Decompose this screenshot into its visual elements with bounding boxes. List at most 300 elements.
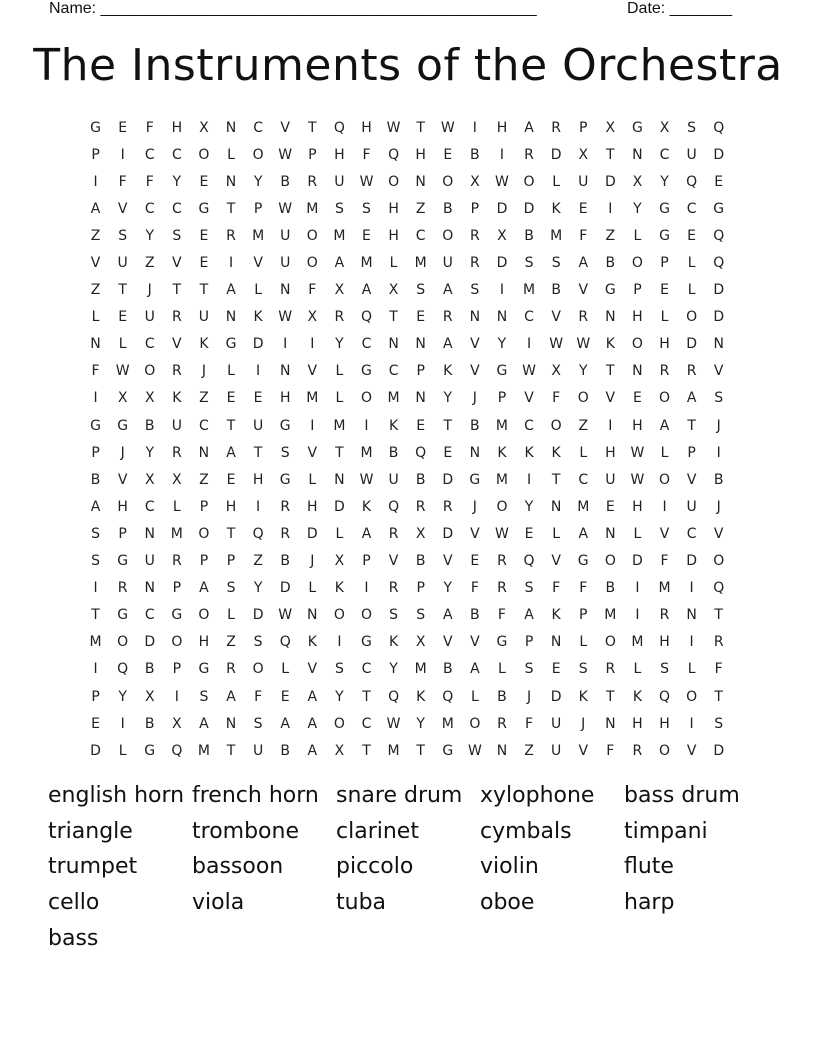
grid-letter: Y — [443, 580, 453, 597]
grid-letter: I — [174, 688, 179, 705]
grid-letter: X — [551, 363, 561, 380]
grid-letter: N — [632, 363, 643, 380]
grid-letter: B — [280, 553, 290, 570]
grid-letter: O — [659, 471, 671, 488]
page-title: The Instruments of the Orchestra — [33, 40, 783, 91]
name-field-label[interactable]: Name: _________________________________________________ — [49, 0, 537, 17]
grid-letter: W — [278, 607, 293, 624]
grid-letter: S — [524, 661, 534, 678]
grid-letter: O — [631, 255, 643, 272]
grid-letter: I — [364, 417, 369, 434]
grid-letter: I — [310, 336, 315, 353]
grid-letter: M — [333, 417, 346, 434]
grid-letter: I — [716, 444, 721, 461]
grid-letter: B — [388, 444, 399, 461]
grid-letter: D — [279, 580, 291, 597]
grid-letter: K — [551, 607, 561, 624]
grid-letter: F — [145, 173, 154, 190]
grid-letter: M — [360, 444, 373, 461]
grid-letter: P — [362, 553, 371, 570]
grid-letter: Z — [253, 553, 263, 570]
grid-letter: E — [226, 390, 236, 407]
grid-letter: L — [687, 255, 696, 272]
grid-letter: J — [201, 363, 206, 380]
grid-letter: L — [91, 309, 100, 326]
grid-letter: M — [387, 742, 400, 759]
grid-letter: N — [225, 309, 237, 326]
grid-letter: L — [281, 661, 290, 678]
grid-letter: M — [658, 580, 671, 597]
grid-letter: I — [256, 363, 261, 380]
grid-letter: G — [117, 607, 129, 624]
grid-letter: S — [226, 580, 236, 597]
grid-letter: W — [359, 471, 374, 488]
grid-letter: C — [578, 471, 589, 488]
grid-letter: E — [443, 444, 453, 461]
grid-letter: N — [279, 363, 291, 380]
grid-letter: E — [632, 390, 642, 407]
grid-letter: V — [578, 742, 589, 759]
grid-letter: L — [498, 661, 506, 678]
grid-letter: O — [686, 688, 698, 705]
grid-letter: V — [686, 742, 697, 759]
grid-letter: Y — [497, 336, 507, 353]
grid-letter: N — [605, 309, 616, 326]
grid-letter: P — [91, 688, 100, 705]
grid-letter: P — [199, 553, 209, 570]
grid-letter: S — [334, 200, 344, 217]
word-list-item: flute — [624, 854, 674, 880]
grid-letter: M — [252, 227, 265, 244]
grid-letter: B — [144, 417, 155, 434]
grid-letter: N — [605, 525, 616, 542]
grid-letter: N — [90, 336, 101, 353]
grid-letter: N — [225, 173, 237, 190]
date-field-label[interactable]: Date: _______ — [627, 0, 732, 17]
grid-letter: U — [578, 173, 589, 190]
grid-letter: C — [361, 661, 372, 678]
grid-letter: O — [686, 309, 698, 326]
grid-letter: A — [90, 498, 101, 515]
grid-letter: V — [117, 200, 128, 217]
grid-letter: G — [659, 200, 670, 217]
grid-letter: D — [334, 498, 345, 515]
grid-letter: S — [578, 661, 588, 678]
grid-letter: U — [686, 146, 697, 163]
grid-letter: F — [362, 146, 371, 163]
grid-letter: K — [388, 634, 399, 651]
grid-letter: M — [495, 417, 508, 434]
grid-letter: U — [280, 227, 291, 244]
grid-letter: T — [335, 444, 344, 461]
grid-letter: N — [279, 282, 291, 299]
grid-letter: E — [199, 227, 209, 244]
grid-letter: D — [604, 173, 616, 190]
grid-letter: R — [307, 173, 318, 190]
grid-letter: T — [226, 200, 236, 217]
grid-letter: R — [497, 553, 507, 570]
word-list-item: violin — [480, 854, 539, 880]
grid-letter: E — [91, 715, 100, 732]
grid-letter: F — [118, 173, 127, 190]
grid-letter: O — [198, 607, 210, 624]
grid-letter: D — [442, 471, 454, 488]
grid-letter: G — [279, 471, 291, 488]
grid-letter: X — [415, 634, 426, 651]
grid-letter: O — [659, 390, 671, 407]
grid-letter: T — [416, 119, 425, 136]
grid-letter: A — [361, 525, 372, 542]
grid-letter: I — [93, 173, 98, 190]
grid-letter: Y — [389, 661, 398, 678]
grid-letter: J — [310, 553, 315, 570]
grid-letter: S — [660, 661, 669, 678]
grid-letter: K — [551, 200, 561, 217]
grid-letter: O — [469, 715, 481, 732]
grid-letter: C — [686, 200, 697, 217]
grid-letter: N — [550, 498, 562, 515]
word-list-item: oboe — [480, 890, 535, 916]
grid-letter: C — [388, 363, 399, 380]
grid-letter: U — [117, 255, 128, 272]
grid-letter: T — [362, 688, 371, 705]
grid-letter: E — [199, 255, 209, 272]
grid-letter: G — [198, 661, 210, 678]
grid-letter: W — [495, 525, 509, 542]
grid-letter: H — [659, 634, 670, 651]
grid-letter: F — [552, 390, 561, 407]
grid-letter: T — [172, 282, 182, 299]
grid-letter: N — [225, 119, 237, 136]
grid-letter: P — [172, 661, 182, 678]
grid-letter: O — [198, 525, 210, 542]
grid-letter: C — [144, 498, 155, 515]
grid-letter: I — [526, 471, 532, 488]
grid-letter: Z — [90, 227, 101, 244]
grid-letter: V — [307, 363, 318, 380]
grid-letter: Q — [360, 309, 372, 326]
grid-letter: N — [496, 742, 508, 759]
grid-letter: B — [144, 715, 155, 732]
grid-letter: H — [632, 417, 643, 434]
grid-letter: S — [91, 525, 100, 542]
grid-letter: E — [199, 173, 209, 190]
grid-letter: F — [714, 661, 723, 678]
grid-letter: W — [522, 363, 536, 380]
grid-letter: H — [659, 715, 670, 732]
grid-letter: M — [414, 661, 427, 678]
grid-letter: H — [334, 146, 345, 163]
grid-letter: K — [199, 336, 209, 353]
grid-letter: U — [551, 742, 562, 759]
grid-letter: R — [280, 525, 291, 542]
grid-letter: V — [442, 634, 453, 651]
grid-letter: D — [713, 742, 725, 759]
grid-letter: A — [226, 444, 236, 461]
grid-letter: I — [635, 607, 640, 624]
grid-letter: G — [144, 742, 156, 759]
grid-letter: M — [441, 715, 454, 732]
grid-letter: K — [443, 363, 453, 380]
grid-letter: J — [716, 498, 721, 515]
grid-letter: P — [308, 146, 317, 163]
grid-letter: R — [469, 227, 480, 244]
grid-letter: G — [496, 363, 508, 380]
grid-letter: S — [334, 661, 344, 678]
grid-letter: S — [524, 580, 534, 597]
grid-letter: V — [470, 634, 480, 651]
grid-letter: Z — [90, 282, 101, 299]
grid-letter: V — [713, 363, 724, 380]
grid-letter: A — [361, 282, 372, 299]
grid-letter: E — [253, 390, 263, 407]
grid-letter: V — [686, 471, 697, 488]
grid-letter: P — [91, 444, 100, 461]
grid-letter: R — [334, 309, 345, 326]
grid-letter: I — [608, 417, 613, 434]
grid-letter: O — [577, 390, 589, 407]
grid-letter: P — [579, 119, 588, 136]
grid-letter: S — [172, 227, 182, 244]
grid-letter: K — [524, 444, 534, 461]
grid-letter: P — [118, 525, 127, 542]
grid-letter: T — [226, 417, 236, 434]
grid-letter: E — [470, 553, 480, 570]
grid-letter: C — [144, 200, 155, 217]
grid-letter: X — [497, 227, 507, 244]
grid-letter: O — [442, 173, 454, 190]
grid-letter: G — [577, 553, 589, 570]
grid-letter: K — [416, 688, 426, 705]
grid-letter: O — [360, 390, 372, 407]
grid-letter: G — [631, 119, 643, 136]
grid-letter: O — [631, 336, 643, 353]
grid-letter: V — [659, 525, 670, 542]
grid-letter: U — [388, 471, 399, 488]
grid-letter: G — [361, 634, 372, 651]
grid-letter: E — [118, 309, 128, 326]
grid-letter: Y — [172, 173, 182, 190]
grid-letter: V — [470, 525, 480, 542]
grid-letter: A — [442, 607, 453, 624]
grid-letter: V — [388, 553, 399, 570]
grid-letter: M — [333, 227, 346, 244]
word-list-item: cymbals — [480, 818, 572, 844]
grid-letter: K — [388, 417, 399, 434]
grid-letter: N — [496, 309, 508, 326]
grid-letter: Q — [388, 498, 400, 515]
grid-letter: Q — [388, 688, 400, 705]
grid-letter: X — [199, 119, 209, 136]
grid-letter: Q — [171, 742, 183, 759]
grid-letter: I — [364, 580, 369, 597]
grid-letter: G — [117, 417, 129, 434]
grid-letter: B — [713, 471, 724, 488]
grid-letter: U — [252, 417, 264, 434]
grid-letter: G — [361, 363, 372, 380]
grid-letter: N — [198, 444, 210, 461]
grid-letter: A — [578, 525, 589, 542]
grid-letter: K — [172, 390, 182, 407]
grid-letter: I — [120, 715, 125, 732]
grid-letter: G — [442, 742, 454, 759]
grid-letter: G — [90, 119, 101, 136]
grid-letter: L — [335, 390, 344, 407]
grid-letter: A — [90, 200, 101, 217]
grid-letter: X — [470, 173, 480, 190]
grid-letter: S — [714, 390, 724, 407]
grid-letter: H — [117, 498, 128, 515]
grid-letter: Q — [388, 146, 400, 163]
grid-letter: G — [713, 200, 725, 217]
word-list-item: french horn — [192, 783, 319, 808]
grid-letter: R — [497, 715, 507, 732]
grid-letter: C — [686, 525, 697, 542]
grid-letter: L — [227, 363, 235, 380]
grid-letter: J — [472, 498, 477, 515]
grid-letter: L — [660, 309, 669, 326]
grid-letter: L — [687, 661, 696, 678]
grid-letter: C — [144, 146, 155, 163]
grid-letter: S — [118, 227, 128, 244]
grid-letter: P — [579, 607, 588, 624]
grid-letter: M — [577, 498, 590, 515]
grid-letter: F — [254, 688, 263, 705]
grid-letter: V — [605, 390, 616, 407]
grid-letter: G — [171, 607, 183, 624]
grid-letter: F — [606, 742, 615, 759]
word-list-item: trombone — [192, 818, 299, 844]
grid-letter: B — [551, 282, 561, 299]
grid-letter: G — [279, 417, 291, 434]
grid-letter: D — [713, 282, 725, 299]
grid-letter: S — [362, 200, 371, 217]
grid-letter: Z — [144, 255, 155, 272]
grid-letter: L — [633, 661, 642, 678]
grid-letter: D — [496, 255, 508, 272]
grid-letter: H — [252, 471, 264, 488]
word-list-item: bass — [48, 925, 99, 951]
grid-letter: U — [334, 173, 345, 190]
grid-letter: H — [279, 390, 291, 407]
grid-letter: D — [90, 742, 101, 759]
grid-letter: S — [253, 715, 263, 732]
grid-letter: P — [199, 498, 209, 515]
word-list-item: bassoon — [192, 854, 284, 880]
grid-letter: W — [467, 742, 482, 759]
grid-letter: N — [415, 336, 426, 353]
grid-letter: B — [280, 173, 290, 190]
grid-letter: B — [90, 471, 101, 488]
grid-letter: N — [469, 444, 481, 461]
word-list-item: triangle — [48, 818, 133, 844]
grid-letter: L — [470, 688, 479, 705]
grid-letter: S — [91, 553, 100, 570]
word-list-item: cello — [48, 890, 100, 916]
grid-letter: Z — [415, 200, 426, 217]
grid-letter: R — [497, 580, 507, 597]
grid-letter: L — [118, 336, 127, 353]
grid-letter: L — [335, 525, 344, 542]
grid-letter: E — [660, 282, 669, 299]
grid-letter: X — [334, 282, 345, 299]
word-list-item: clarinet — [336, 818, 419, 844]
grid-letter: L — [254, 282, 263, 299]
grid-letter: X — [144, 471, 155, 488]
grid-letter: J — [120, 444, 125, 461]
grid-letter: G — [469, 471, 481, 488]
grid-letter: N — [632, 146, 643, 163]
grid-letter: E — [226, 471, 236, 488]
word-list-item: tuba — [336, 890, 387, 916]
grid-letter: E — [362, 227, 371, 244]
grid-letter: P — [172, 580, 182, 597]
grid-letter: T — [687, 417, 696, 434]
grid-letter: K — [497, 444, 507, 461]
grid-letter: M — [550, 227, 563, 244]
grid-letter: O — [713, 553, 725, 570]
grid-letter: D — [496, 200, 508, 217]
grid-letter: R — [659, 363, 670, 380]
grid-letter: V — [551, 553, 561, 570]
grid-letter: V — [442, 553, 453, 570]
grid-letter: X — [117, 390, 128, 407]
grid-letter: H — [225, 498, 237, 515]
grid-letter: Q — [252, 525, 264, 542]
grid-letter: P — [253, 200, 263, 217]
grid-letter: S — [416, 607, 426, 624]
grid-letter: H — [307, 498, 318, 515]
word-list-item: harp — [624, 890, 675, 916]
grid-letter: Y — [578, 363, 588, 380]
grid-letter: D — [252, 607, 264, 624]
grid-letter: L — [227, 607, 235, 624]
grid-letter: N — [144, 580, 155, 597]
grid-letter: F — [91, 363, 100, 380]
grid-letter: C — [659, 146, 670, 163]
grid-letter: M — [387, 390, 400, 407]
grid-letter: S — [389, 607, 399, 624]
grid-letter: W — [440, 119, 455, 136]
grid-letter: N — [144, 525, 155, 542]
grid-letter: W — [630, 444, 645, 461]
grid-letter: P — [497, 390, 507, 407]
grid-letter: V — [253, 255, 263, 272]
grid-letter: N — [469, 309, 481, 326]
grid-letter: B — [605, 580, 616, 597]
word-list-item: xylophone — [480, 783, 595, 808]
grid-letter: Y — [253, 580, 263, 597]
grid-letter: S — [253, 634, 263, 651]
grid-letter: J — [716, 417, 721, 434]
grid-letter: V — [172, 255, 182, 272]
grid-letter: A — [307, 742, 318, 759]
grid-letter: A — [470, 661, 480, 678]
grid-letter: C — [253, 119, 263, 136]
grid-letter: W — [278, 146, 293, 163]
grid-letter: E — [714, 173, 724, 190]
grid-letter: D — [686, 336, 697, 353]
grid-letter: H — [659, 336, 670, 353]
grid-letter: A — [307, 688, 318, 705]
grid-letter: T — [253, 444, 263, 461]
grid-letter: B — [442, 200, 453, 217]
grid-letter: E — [605, 498, 615, 515]
grid-letter: X — [307, 309, 318, 326]
grid-letter: S — [687, 119, 697, 136]
grid-letter: T — [416, 742, 425, 759]
grid-letter: E — [416, 309, 426, 326]
